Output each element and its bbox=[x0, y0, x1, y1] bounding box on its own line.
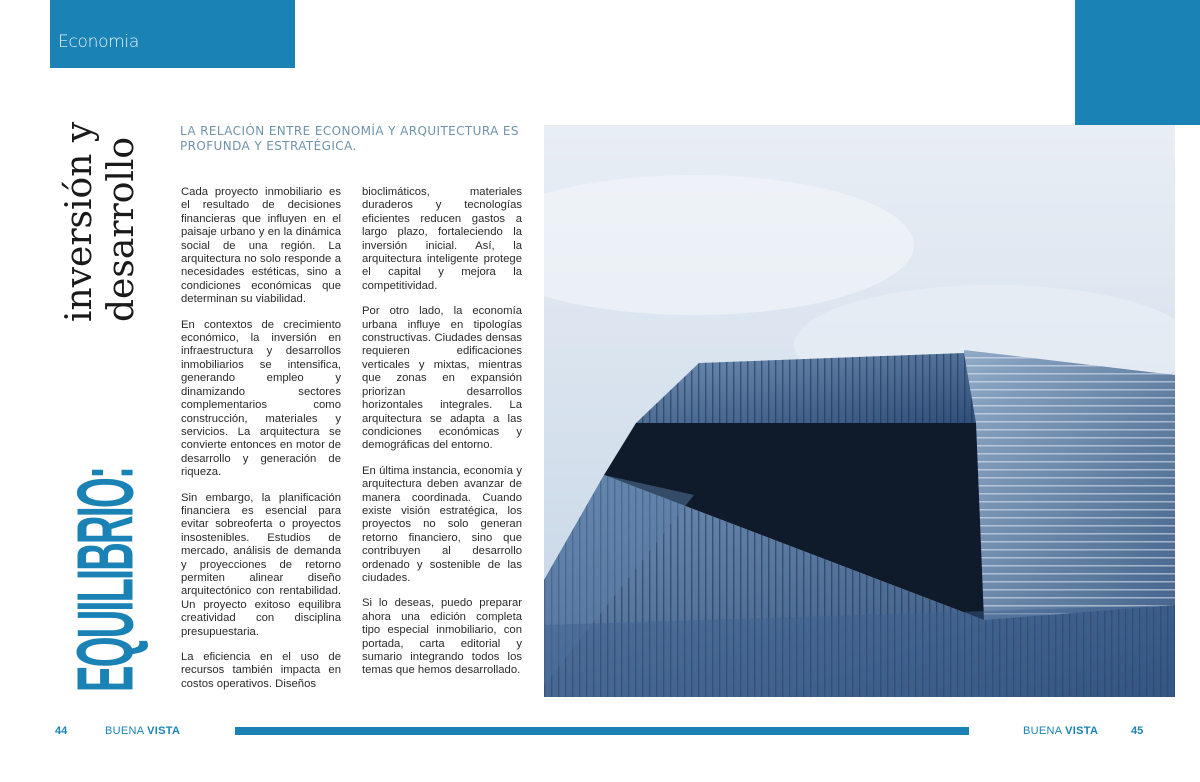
text-column-1 bbox=[181, 186, 341, 703]
brand-bold: VISTA bbox=[1065, 725, 1099, 737]
paragraph: La eficiencia en el uso de recursos también impacta en costos operativos. Diseños bbox=[181, 651, 341, 690]
lead-text: LA RELACIÓN ENTRE ECONOMÍA Y ARQUITECTURA ES PROFUNDA Y ESTRATÉGICA. bbox=[180, 124, 519, 153]
brand-left bbox=[105, 725, 180, 737]
brand-right bbox=[1023, 725, 1098, 737]
text-column-2 bbox=[362, 186, 522, 690]
paragraph: Cada proyecto inmobiliario es el resultado de decisiones financieras que influyen en el paisaje urbano y en la dinámica social de una región. La arquitectura no solo responde a necesidades estéticas, sino a condiciones económicas que determinan su viabilidad. bbox=[181, 186, 341, 306]
brand-bold: VISTA bbox=[147, 725, 181, 737]
page-number-left: 44 bbox=[55, 725, 68, 737]
building-photo bbox=[544, 125, 1175, 697]
paragraph: Si lo deseas, puedo preparar ahora una edición completa tipo especial inmobiliario, con portada, carta editorial y sumario integrando todos los temas que hemos desarrollado. bbox=[362, 597, 522, 677]
paragraph: Sin embargo, la planificación financiera es esencial para evitar sobreoferta o proyectos insostenibles. Estudios de mercado, análisis de demanda y proyecciones de retorno permiten alinear diseño arquitectónico con rentabilidad. Un proyecto exitoso equilibra creatividad con disciplina presupuestaria. bbox=[181, 491, 341, 638]
paragraph: En última instancia, economía y arquitectura deben avanzar de manera coordinada. Cuando existe visión estratégica, los proyectos no solo generan retorno financiero, sino que contribuyen al desarrollo ordenado y sostenible de las ciudades. bbox=[362, 464, 522, 584]
article-subtitle-line2: desarrollo bbox=[101, 136, 142, 322]
paragraph: bioclimáticos, materiales duraderos y tecnologías eficientes reducen gastos a largo plazo, fortaleciendo la inversión inicial. Así, la arquitectura inteligente protege el capital y mejora la competitividad. bbox=[362, 186, 522, 292]
section-label: Economia bbox=[58, 32, 139, 52]
paragraph: En contextos de crecimiento económico, la inversión en infraestructura y desarrollos inmobiliarios se intensifica, generando empleo y dinamizando sectores complementarios como construcción, materiales y servicios. La arquitectura se convierte entonces en motor de desarrollo y generación de riqueza. bbox=[181, 318, 341, 479]
brand-regular: BUENA bbox=[105, 725, 144, 737]
brand-regular: BUENA bbox=[1023, 725, 1062, 737]
article-title-main: EQUILIBRIO: bbox=[60, 467, 150, 692]
footer-bar bbox=[235, 727, 969, 735]
page-number-right: 45 bbox=[1131, 725, 1144, 737]
corner-accent-block bbox=[1075, 0, 1200, 125]
paragraph: Por otro lado, la economía urbana influye en tipologías constructivas. Ciudades densas requieren edificaciones verticales y mixtas, mientras que zonas en expansión priorizan desarrollos horizontales integrales. La arquitectura se adapta a las condiciones económicas y demográficas del entorno. bbox=[362, 305, 522, 452]
article-subtitle-line1: inversión y bbox=[59, 121, 100, 322]
section-tab bbox=[50, 0, 295, 68]
